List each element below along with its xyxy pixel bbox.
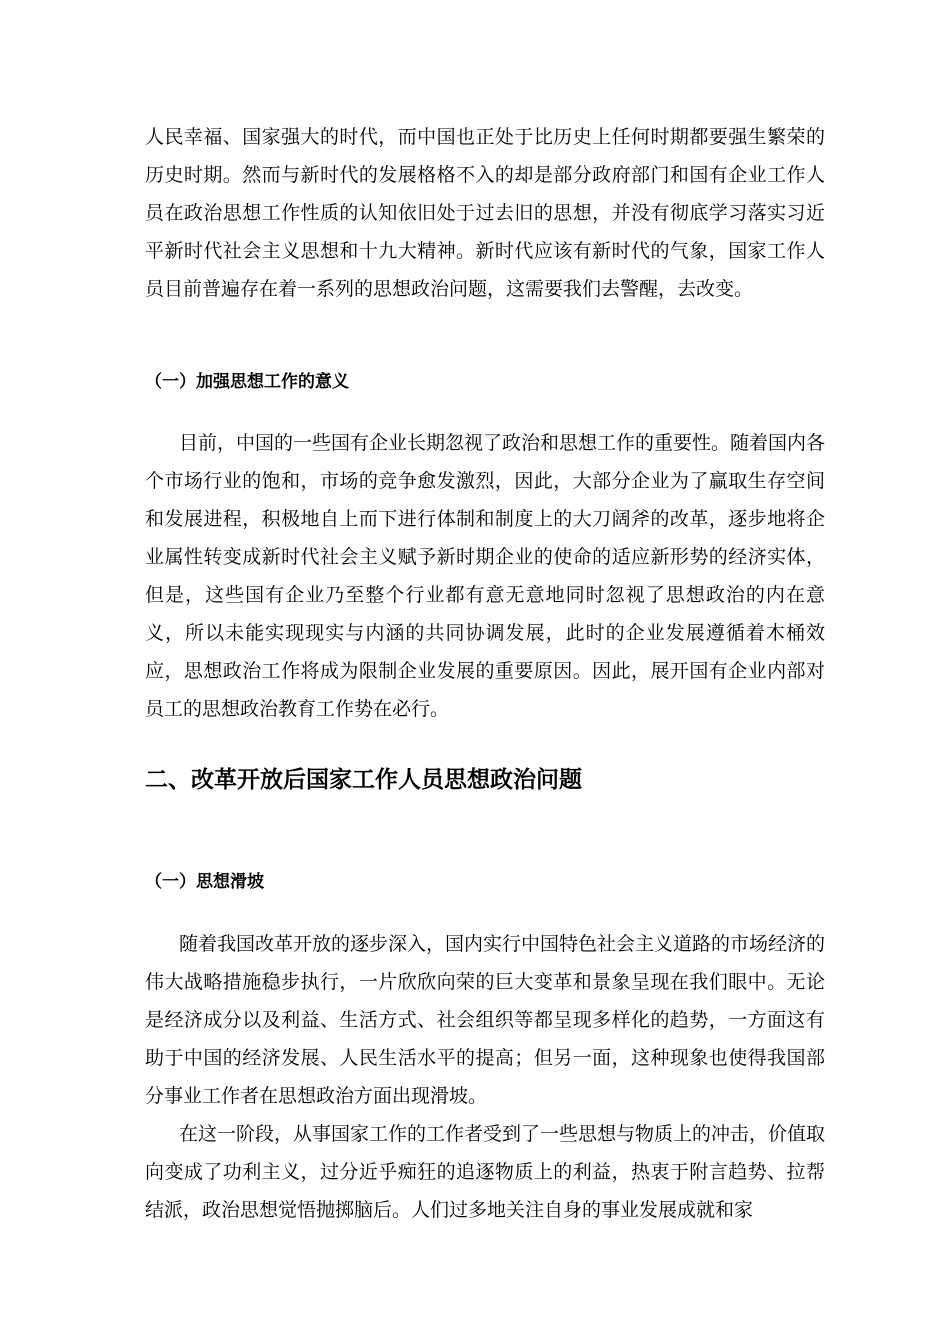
subsection-heading-significance: （一）加强思想工作的意义 bbox=[145, 372, 349, 392]
section-title-problems: 二、改革开放后国家工作人员思想政治问题 bbox=[145, 767, 582, 793]
ideological-decline-paragraph-2: 在这一阶段，从事国家工作的工作者受到了一些思想与物质上的冲击，价值取向变成了功利主义，过分近乎痴狂的追逐物质上的利益，热衷于附言趋势、拉帮结派，政治思想觉悟抛掷脑后。人们过多地关注自身的事业发展成就和家 bbox=[145, 1123, 826, 1221]
intro-paragraph: 人民幸福、国家强大的时代，而中国也正处于比历史上任何时期都要强生繁荣的历史时期。然而与新时代的发展格格不入的却是部分政府部门和国有企业工作人员在政治思想工作性质的认知依旧处于过去旧的思想，并没有彻底学习落实习近平新时代社会主义思想和十九大精神。新时代应该有新时代的气象，国家工作人员目前普遍存在着一系列的思想政治问题，这需要我们去警醒，去改变。 bbox=[145, 126, 825, 300]
significance-paragraph: 目前，中国的一些国有企业长期忽视了政治和思想工作的重要性。随着国内各个市场行业的饱和，市场的竞争愈发激烈，因此，大部分企业为了赢取生存空间和发展进程，积极地自上而下进行体制和制度上的大刀阔斧的改革，逐步地将企业属性转变成新时代社会主义赋予新时期企业的使命的适应新形势的经济实体，但是，这些国有企业乃至整个行业都有意无意地同时忽视了思想政治的内在意义，所以未能实现现实与内涵的共同协调发展，此时的企业发展遵循着木桶效应，思想政治工作将成为限制企业发展的重要原因。因此，展开国有企业内部对员工的思想政治教育工作势在必行。 bbox=[145, 432, 826, 720]
subsection-heading-ideological-decline: （一）思想滑坡 bbox=[145, 872, 264, 892]
ideological-decline-paragraph-1: 随着我国改革开放的逐步深入，国内实行中国特色社会主义道路的市场经济的伟大战略措施稳步执行，一片欣欣向荣的巨大变革和景象呈现在我们眼中。无论是经济成分以及利益、生活方式、社会组织等都呈现多样化的趋势，一方面这有助于中国的经济发展、人民生活水平的提高；但另一面，这种现象也使得我国部分事业工作者在思想政治方面出现滑坡。 bbox=[145, 933, 826, 1107]
